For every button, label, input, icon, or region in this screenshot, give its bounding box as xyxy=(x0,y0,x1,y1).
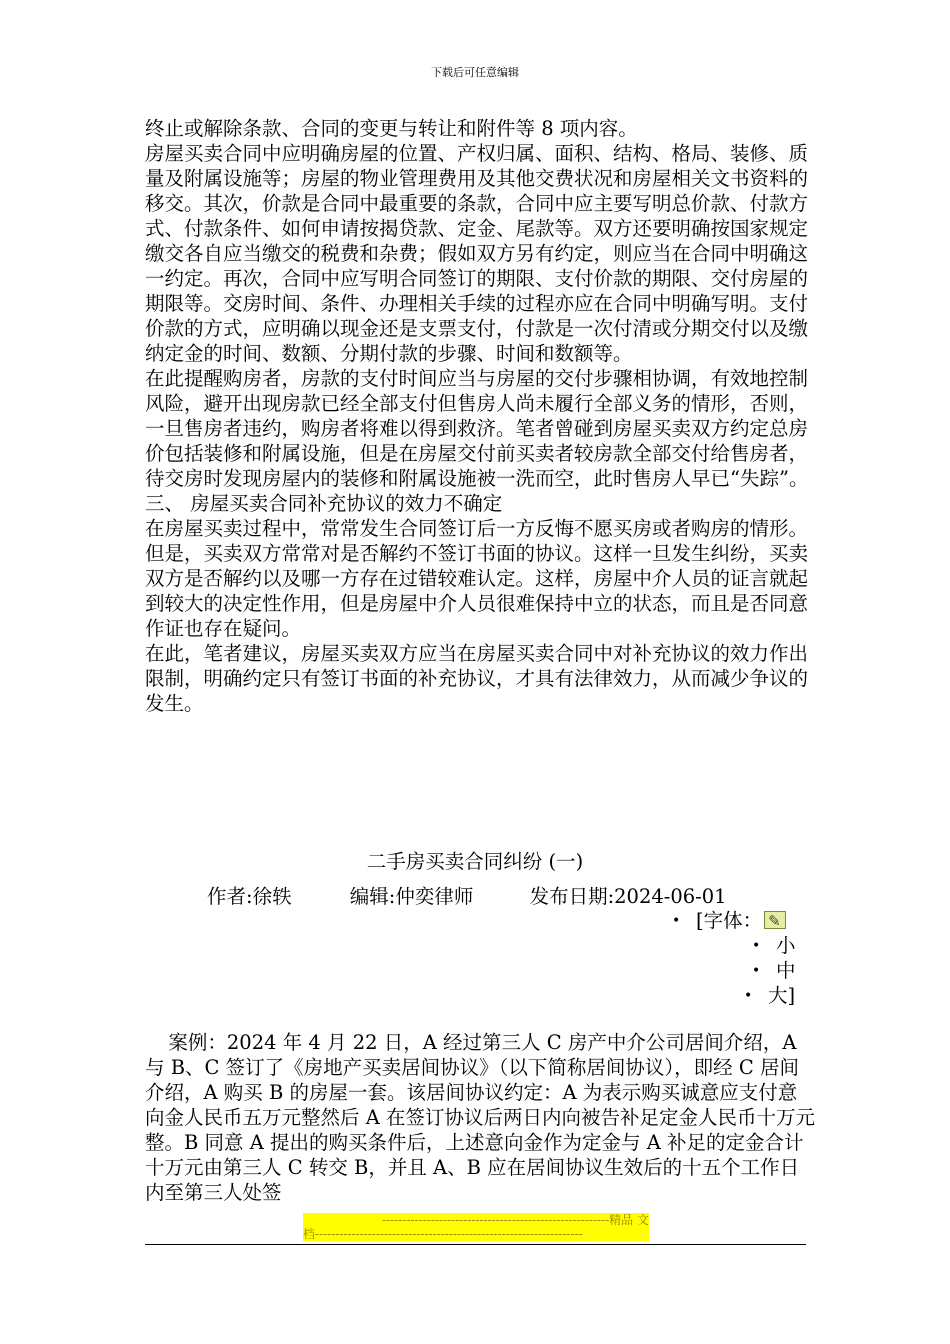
article-title: 二手房买卖合同纠纷 (一) xyxy=(366,850,584,873)
case-paragraph: 案例：2024 年 4 月 22 日，A 经过第三人 C 房产中介公司居间介绍，A 与 B、C 签订了《房地产买卖居间协议》（以下简称居间协议），即经 C 居间介绍，A 购买 B 的房屋一套。该居间协议约定：A 为表示购买诚意应支付意向金人民币五万元整然后 A 在签订协议后两日内向被告补足定金人民币十万元整。B 同意 A 提出的购买条件后，上述意向金作为定金与 A 补足的定金合计十万元由第三人 C 转交 B，并且 A、B 应在居间协议生效后的十五个工作日内至第三人处签 xyxy=(145,1031,815,1204)
footer-divider xyxy=(145,1244,806,1245)
font-edit-icon[interactable] xyxy=(764,911,786,929)
document-body xyxy=(145,116,815,716)
article-meta xyxy=(207,884,727,909)
article-editor: 编辑:仲奕律师 xyxy=(349,885,474,908)
footer-watermark xyxy=(303,1213,649,1241)
paragraph: 在此，笔者建议，房屋买卖双方应当在房屋买卖合同中对补充协议的效力作出限制，明确约定只有签订书面的补充协议，才具有法律效力，从而减少争议的发生。 xyxy=(145,642,809,715)
page-header: 下载后可任意编辑 xyxy=(431,66,519,79)
paragraph: 房屋买卖合同中应明确房屋的位置、产权归属、面积、结构、格局、装修、质量及附属设施等；房屋的物业管理费用及其他交费状况和房屋相关文书资料的移交。其次，价款是合同中最重要的条款，合同中应主要写明总价款、付款方式、付款条件、如何申请按揭贷款、定金、尾款等。双方还要明确按国家规定缴交各自应当缴交的税费和杂费；假如双方另有约定，则应当在合同中明确这一约定。再次，合同中应写明合同签订的期限、支付价款的期限、交付房屋的期限等。交房时间、条件、办理相关手续的过程亦应在合同中明确写明。支付价款的方式，应明确以现金还是支票支付，付款是一次付清或分期交付以及缴纳定金的时间、数额、分期付款的步骤、时间和数额等。 xyxy=(145,142,809,365)
footer-line: --------------------------------------------------------精品 文 xyxy=(382,1213,649,1227)
font-size-large-link[interactable]: • 大] xyxy=(744,984,796,1007)
bullet-icon: • xyxy=(744,988,753,1004)
bullet-icon: • xyxy=(672,913,681,929)
bullet-icon: • xyxy=(752,938,761,954)
paragraph: 在房屋买卖过程中，常常发生合同签订后一方反悔不愿买房或者购房的情形。但是，买卖双方常常对是否解约不签订书面的协议。这样一旦发生纠纷，买卖双方是否解约以及哪一方存在过错较难认定。这样，房屋中介人员的证言就起到较大的决定性作用，但是房屋中介人员很难保持中立的状态，而且是否同意作证也存在疑问。 xyxy=(145,517,809,640)
footer-line: 档------------------------------------------------------------------ xyxy=(303,1227,583,1241)
article-date: 发布日期:2024-06-01 xyxy=(529,885,727,908)
case-section xyxy=(145,1030,815,1205)
bullet-icon: • xyxy=(752,963,761,979)
font-size-label: • [字体：✎ xyxy=(672,908,786,934)
article-author: 作者:徐轶 xyxy=(207,885,292,908)
paragraph: 在此提醒购房者，房款的支付时间应当与房屋的交付步骤相协调，有效地控制风险，避开出现房款已经全部支付但售房人尚未履行全部义务的情形，否则，一旦售房者违约，购房者将难以得到救济。笔者曾碰到房屋买卖双方约定总房价包括装修和附属设施，但是在房屋交付前买卖者较房款全部交付给售房者，待交房时发现房屋内的装修和附属设施被一洗而空，此时售房人早已“失踪”。 xyxy=(145,367,809,490)
section-heading: 三、 房屋买卖合同补充协议的效力不确定 xyxy=(145,492,503,515)
paragraph: 终止或解除条款、合同的变更与转让和附件等 8 项内容。 xyxy=(145,117,638,140)
font-size-medium-link[interactable]: • 中 xyxy=(752,959,796,982)
font-size-small-link[interactable]: • 小 xyxy=(752,934,796,957)
